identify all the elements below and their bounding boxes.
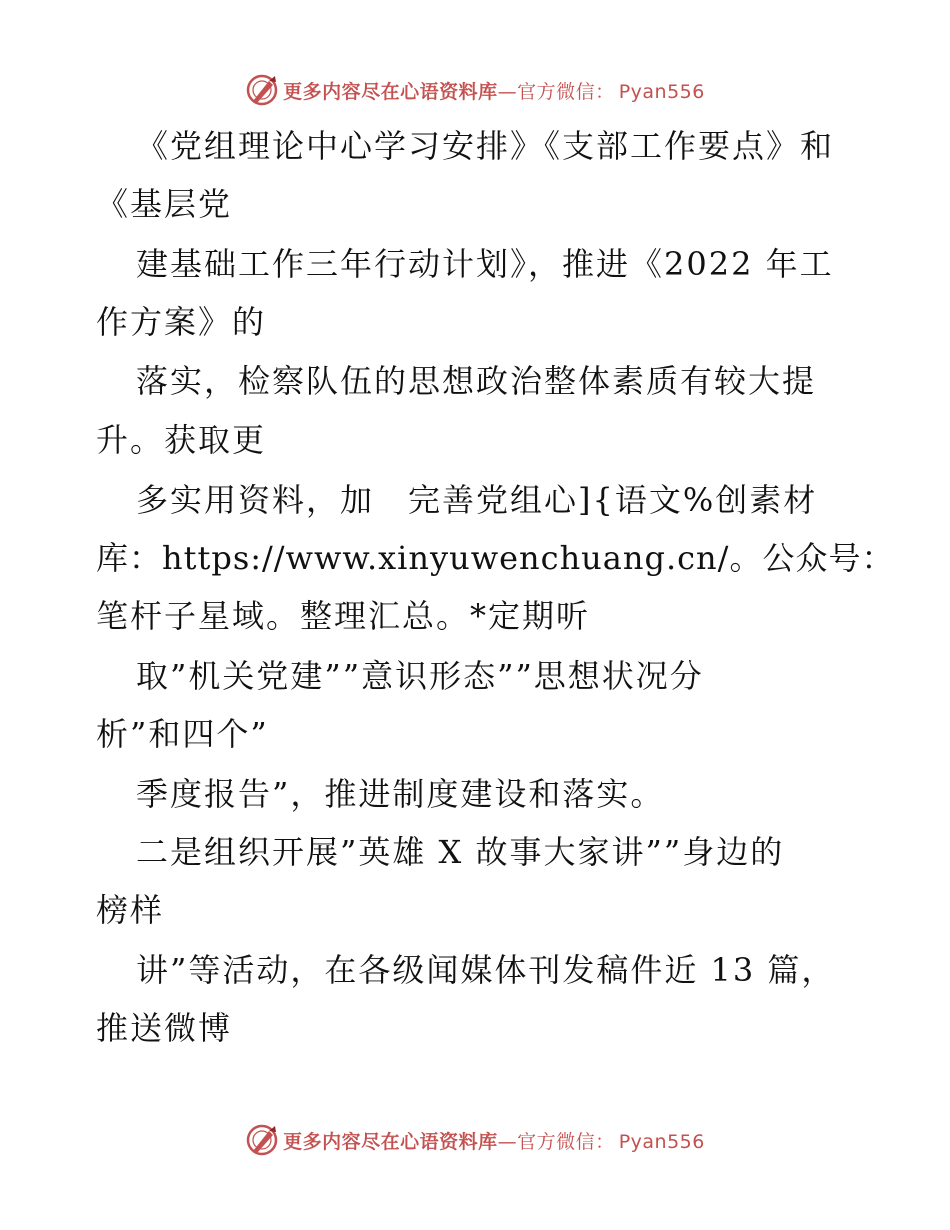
watermark-id-text: Pyan556: [618, 1130, 705, 1153]
body-line: 落实，检察队伍的思想政治整体素质有较大提: [136, 362, 817, 400]
body-line: 二是组织开展”英雄 X 故事大家讲””身边的: [136, 833, 785, 871]
quill-pen-logo-icon: [245, 73, 279, 107]
watermark-separator: —: [497, 1130, 518, 1153]
watermark-text: [283, 1127, 705, 1154]
body-line: 《基层党: [96, 185, 233, 223]
watermark-main-text: 更多内容尽在心语资料库: [283, 80, 498, 103]
header-watermark: [0, 70, 950, 110]
quill-pen-logo-icon: [245, 1123, 279, 1157]
body-line: 笔杆子星域。整理汇总。*定期听: [96, 597, 591, 635]
body-line: 多实用资料，加 完善党组心]{语文%创素材: [136, 481, 818, 519]
body-line: 升。获取更: [96, 421, 267, 459]
body-line: 析”和四个”: [96, 715, 269, 753]
body-line: 榜样: [96, 891, 165, 929]
body-line: 建基础工作三年行动计划》，推进《2022 年工: [136, 245, 834, 283]
body-line: 《党组理论中心学习安排》《支部工作要点》和: [136, 127, 835, 165]
watermark-main-text: 更多内容尽在心语资料库: [283, 1130, 498, 1153]
watermark-sub-text: 官方微信：: [517, 80, 615, 103]
watermark-text: [283, 77, 705, 104]
footer-watermark: [0, 1120, 950, 1160]
body-line: 讲”等活动，在各级闻媒体刊发稿件近 13 篇，: [136, 951, 836, 989]
body-line: 推送微博: [96, 1009, 233, 1047]
body-line: 季度报告”，推进制度建设和落实。: [136, 775, 665, 813]
body-line: 取”机关党建””意识形态””思想状况分: [136, 657, 704, 695]
body-line: 库：https://www.xinyuwenchuang.cn/。公众号：: [96, 539, 895, 577]
watermark-sub-text: 官方微信：: [517, 1130, 615, 1153]
body-line: 作方案》的: [96, 303, 267, 341]
watermark-id-text: Pyan556: [618, 80, 705, 103]
watermark-separator: —: [497, 80, 518, 103]
